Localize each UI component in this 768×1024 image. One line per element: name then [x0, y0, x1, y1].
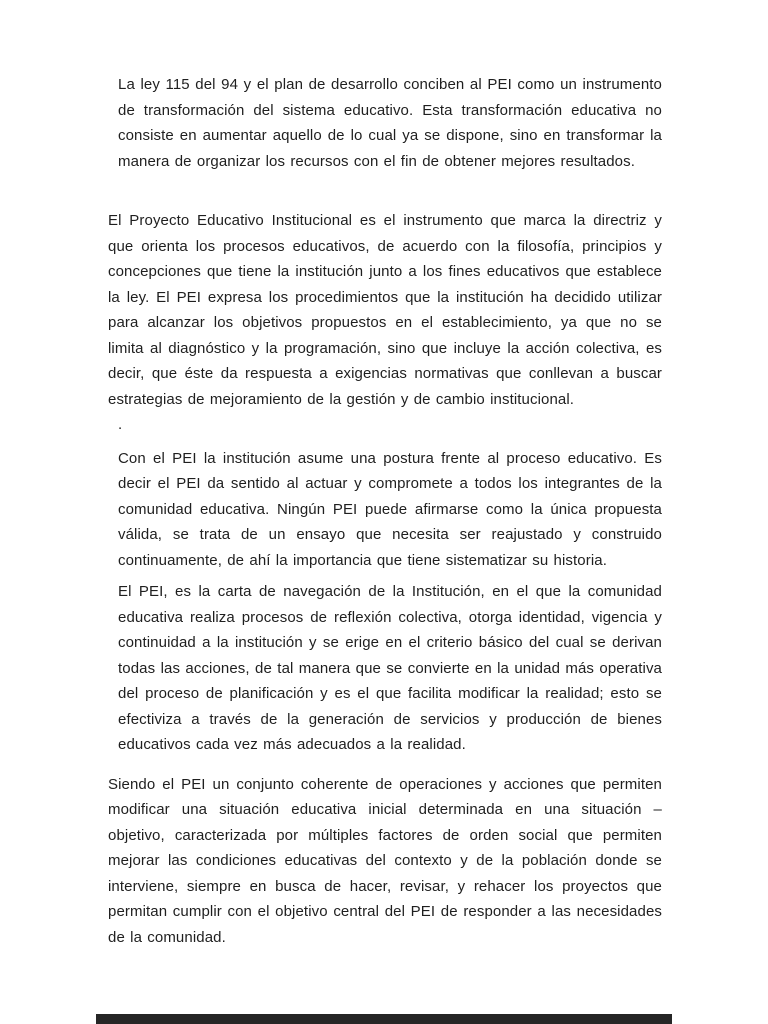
paragraph-pei-directriz: El Proyecto Educativo Institucional es el instrumento que marca la directriz y que orienta los procesos educativos, de acuerdo con la filosofía, principios y concepciones que tiene la institución junto a los fines educativos que establece la ley. El PEI expresa los procedimientos que la institución ha decidido utilizar para alcanzar los objetivos propuestos en el establecimiento, ya que no se limita al diagnóstico y la programación, sino que incluye la acción colectiva, es decir, que éste da respuesta a exigencias normativas que conllevan a buscar estrategias de mejoramiento de la gestión y de cambio institucional.: [108, 212, 662, 408]
paragraph-pei-carta-navegacion: El PEI, es la carta de navegación de la Institución, en el que la comunidad educativa realiza procesos de reflexión colectiva, otorga identidad, vigencia y continuidad a la institución y se erige en el criterio básico del cual se derivan todas las acciones, de tal manera que se convierte en la unidad más operativa del proceso de planificación y es el que facilita modificar la realidad; esto se efectiviza a través de la generación de servicios y producción de bienes educativos cada vez más adecuados a la realidad.: [118, 583, 662, 753]
paragraph-pei-postura: Con el PEI la institución asume una postura frente al proceso educativo. Es decir el PEI da sentido al actuar y compromete a todos los integrantes de la comunidad educativa. Ningún PEI puede afirmarse como la única propuesta válida, se trata de un ensayo que necesita ser reajustado y construido continuamente, de ahí la importancia que tiene sistematizar su historia.: [118, 449, 662, 569]
paragraph-ley-115: La ley 115 del 94 y el plan de desarrollo conciben al PEI como un instrumento de transformación del sistema educativo. Esta transformación educativa no consiste en aumentar aquello de lo cual ya se dispone, sino en transformar la manera de organizar los recursos con el fin de obtener mejores resultados.: [118, 76, 662, 170]
stray-period-line: .: [118, 416, 123, 433]
paragraph-pei-conjunto-coherente: Siendo el PEI un conjunto coherente de operaciones y acciones que permiten modificar una situación educativa inicial determinada en una situación – objetivo, caracterizada por múltiples factores de orden social que permiten mejorar las condiciones educativas del contexto y de la población donde se interviene, siempre en busca de hacer, revisar, y rehacer los proyectos que permitan cumplir con el objetivo central del PEI de responder a las necesidades de la comunidad.: [108, 775, 662, 946]
next-page-top-edge: [96, 1014, 672, 1024]
